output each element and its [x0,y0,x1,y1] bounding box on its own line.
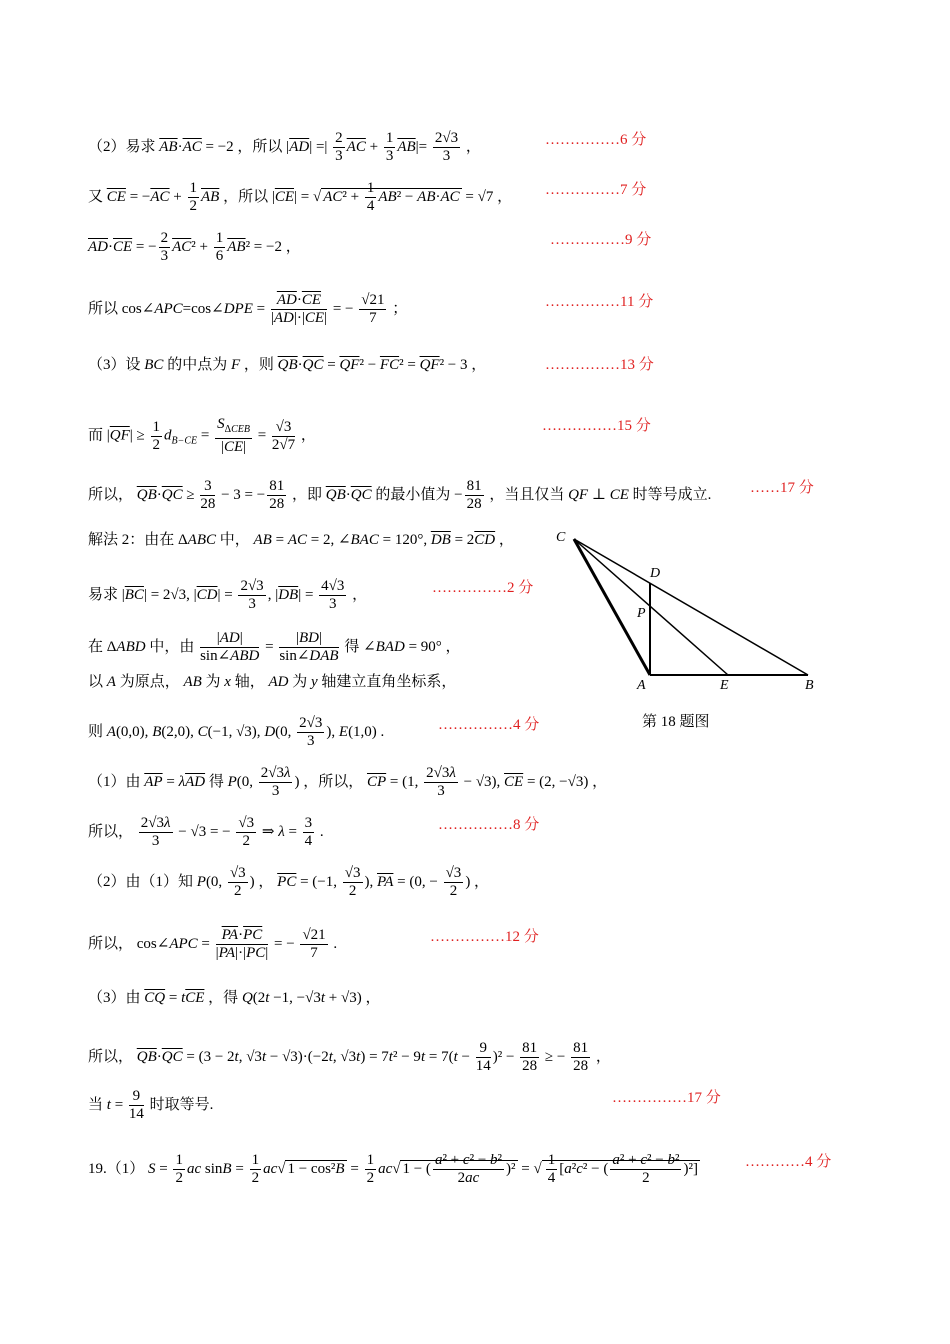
score-marker: ……………13 分 [545,357,654,373]
score-marker: ……………15 分 [542,418,651,434]
solution-line: 当 t = $\frac{9}{14}$ 时取等号. [88,1088,214,1122]
score-marker: ……17 分 [750,480,814,496]
solution-line: 又 $\overline{CE} = -\overline{AC}$ + $\frac{1}{2}$ $\overline{AB}$ ，所以 $|\overline{CE}|$ = √ AC² + $\frac{1}{4}$ $\overline{AB}^2 - \overline{AB}\cdot\overline{AC} = √7$ ， [88,180,513,214]
segment-cb [574,539,808,675]
score-marker: ……………7 分 [545,182,647,198]
solution-line: （1）由 $\overline{AP} = \lambda\overline{AD}$ 得 P(0, $\frac{2√3\lambda}{3}$ ) ，所以， $\overline{CP} = (1$, $\frac{2√3\lambda}{3}$ − √3), $\overline{CE} = (2$, −√3) ， [88,765,608,799]
triangle-figure [550,525,830,695]
score-marker: ……………8 分 [438,817,540,833]
solution-line: 所以， cos∠APC = $\frac{\overline{PA}\cdot\overline{PC}}{|\overline{PA}|\cdot|\overline{PC}|}$ = − $\frac{√21}{7}$ . [88,927,338,961]
solution-line: （3）由 $\overline{CQ} = t\overline{CE}$ ，得 Q(2t −1, −√3t + √3) ， [88,990,381,1006]
solution-line: （3）设 BC 的中点为 F ，则 $\overline{QB}\cdot\overline{QC} = \overline{QF}^2 - \overline{FC}^2 = \overline{QF}^2 - 3$ ， [88,357,487,373]
label-a: A [637,678,646,693]
solution-line: 所以， $\overline{QB}\cdot\overline{QC} = (3 - 2t$, √3t − √3)·(−2t, √3t) = 7t² − 9t = 7(t − $\frac{9}{14}$ )² − $\frac{81}{28}$ ≥ − $\frac{81}{28}$ ， [88,1040,611,1074]
solution-line: 以 A 为原点， AB 为 x 轴， AD 为 y 轴建立直角坐标系， [88,674,457,690]
score-marker: ……………2 分 [432,580,534,596]
solution-line: 所以 cos∠APC=cos∠DPE = $\frac{\overline{AD}\cdot\overline{CE}}{|\overline{AD}|\cdot|\overline{CE}|}$ = − $\frac{√21}{7}$ ； [88,292,408,326]
label-c: C [556,530,566,545]
score-marker: ……………11 分 [545,294,654,310]
solution-line: 所以， $\overline{QB}\cdot\overline{QC}$ ≥ $\frac{3}{28}$ − 3 = − $\frac{81}{28}$ ，即 $\overline{QB}\cdot\overline{QC}$ 的最小值为 − $\frac{81}{28}$ ，当且仅当 QF ⊥ CE 时等号成立. [88,478,712,512]
label-e: E [720,678,729,693]
solution-line: （2）由（1）知 P(0, $\frac{√3}{2}$ ) ， $\overline{PC} = (-1$, $\frac{√3}{2}$ ), $\overline{PA} = (0$, − $\frac{√3}{2}$ ) ， [88,865,490,899]
solution-line: （2）易求 $\overline{AB}\cdot\overline{AC} = -2$ ，所以 $|\overline{AD}|$ =| $\frac{2}{3}$ $\overline{AC}$ + $\frac{1}{3}$ $\overline{AB}|=$ $\frac{2√3}{3}$ ， [88,130,481,164]
solution-line: 19.（1） S = $\frac{1}{2}$ ac sinB = $\frac{1}{2}$ ac√ 1 − cos²B = $\frac{1}{2}$ ac√ 1 − ( $\frac{\text{a² + c² − b²}}{2ac}$ )² = √ $\frac{1}{4}$ [a²c² − ( $\frac{\text{a² + c² − b²}}{2}$ )²] [88,1152,698,1186]
score-marker: ……………6 分 [545,132,647,148]
score-marker: ……………12 分 [430,929,539,945]
solution-line: $\overline{AD}\cdot\overline{CE}$ = − $\frac{2}{3}$ $\overline{AC}^2$ + $\frac{1}{6}$ $\overline{AB}^2 = -2$ ， [88,230,301,264]
score-marker: ……………4 分 [438,717,540,733]
label-p: P [637,606,646,621]
score-marker: ……………17 分 [612,1090,721,1106]
label-d: D [650,566,661,581]
solution-line: 而 $|\overline{QF}|$ ≥ $\frac{1}{2}$ $d_{B-CE}$ = $S_{\Delta CEB}$ $|\overline{CE}|$ = $\frac{√3}{2√7}$ ， [88,416,316,455]
score-marker: ……………9 分 [550,232,652,248]
label-b: B [805,678,814,693]
solution-line: 解法 2：由在 ΔABC 中， AB = AC = 2, ∠BAC = 120°, $\overline{DB} = 2\overline{CD}$ ， [88,532,514,548]
solution-line: 易求 $|\overline{BC}| = 2√3$, $|\overline{CD}|$ = $\frac{2√3}{3}$ , $|\overline{DB}|$ = $\frac{4√3}{3}$ ， [88,578,368,612]
solution-line: 则 A(0,0), B(2,0), C(−1, √3), D(0, $\frac{2√3}{3}$ ), E(1,0) . [88,715,385,749]
solution-line: 在 ΔABD 中，由 |AD| sin∠ABD = |BD| sin∠DAB 得 ∠BAD = 90° ， [88,630,461,664]
solution-line: 所以， $\frac{2√3\lambda}{3}$ − √3 = − $\frac{√3}{2}$ ⇒ λ = $\frac{3}{4}$ . [88,815,324,849]
score-marker: …………4 分 [745,1154,832,1170]
figure-caption: 第 18 题图 [642,714,710,730]
